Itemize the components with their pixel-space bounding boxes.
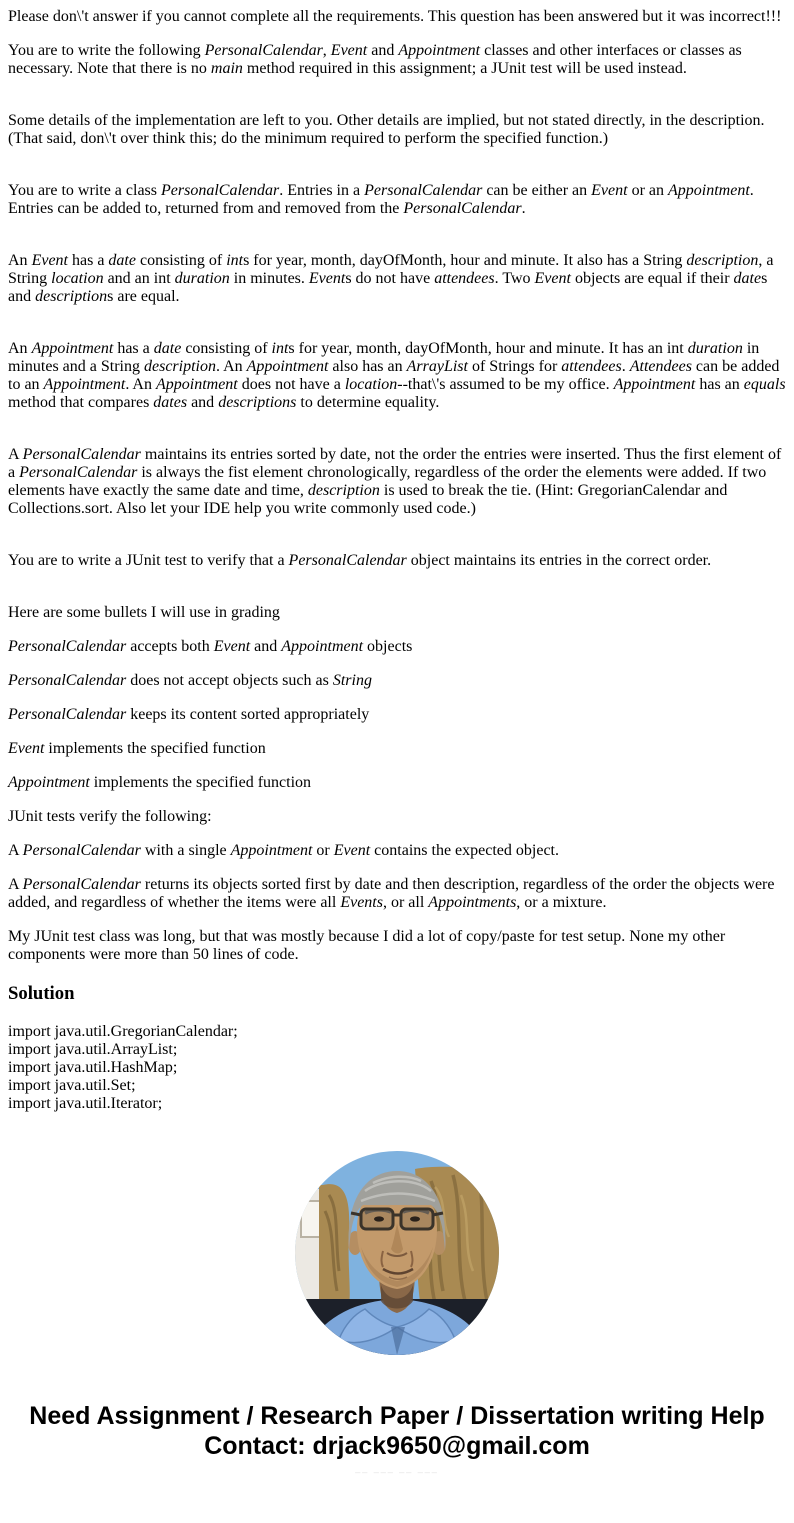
- paragraph: PersonalCalendar does not accept objects such as String: [8, 672, 372, 689]
- paragraph: You are to write the following PersonalCalendar, Event and Appointment classes and other interfaces or classes as necessary. Note that there is no main method required in this assignment; a JUnit test will be used instead.: [8, 42, 742, 77]
- paragraph: Here are some bullets I will use in grading: [8, 604, 280, 621]
- footer-contact-email: Contact: drjack9650@gmail.com: [204, 1432, 590, 1460]
- paragraph: JUnit tests verify the following:: [8, 808, 212, 825]
- paragraph: Some details of the implementation are left to you. Other details are implied, but not stated directly, in the description. (That said, don\'t over think this; do the minimum required to perform the specified function.): [8, 112, 765, 147]
- paragraph: My JUnit test class was long, but that was mostly because I did a lot of copy/paste for test setup. None my other components were more than 50 lines of code.: [8, 928, 726, 963]
- paragraph: A PersonalCalendar maintains its entries sorted by date, not the order the entries were inserted. Thus the first element of a PersonalCalendar is always the fist element chronologically, regardless of the order the elements were added. If two elements have exactly the same date and time, description is used to break the tie. (Hint: GregorianCalendar and Collections.sort. Also let your IDE help you write commonly used code.): [8, 446, 782, 517]
- paragraph: A PersonalCalendar with a single Appointment or Event contains the expected object.: [8, 842, 559, 859]
- paragraph: PersonalCalendar keeps its content sorted appropriately: [8, 706, 370, 723]
- faint-watermark: __ ___ __ ___: [355, 1463, 439, 1473]
- paragraph: An Appointment has a date consisting of ints for year, month, dayOfMonth, hour and minute. It has an int duration in minutes and a String description. An Appointment also has an ArrayList of Strings for attendees. Attendees can be added to an Appointment. An Appointment does not have a location--that\'s assumed to be my office. Appointment has an equals method that compares dates and descriptions to determine equality.: [8, 340, 786, 411]
- paragraph: PersonalCalendar accepts both Event and Appointment objects: [8, 638, 413, 655]
- profile-photo-drawing: [295, 1151, 499, 1355]
- document-body: [8, 8, 786, 1113]
- paragraph: An Event has a date consisting of ints for year, month, dayOfMonth, hour and minute. It also has a String description, a String location and an int duration in minutes. Events do not have attendees. Two Event objects are equal if their dates and descriptions are equal.: [8, 252, 774, 305]
- profile-photo: [295, 1151, 499, 1355]
- paragraph: Please don\'t answer if you cannot complete all the requirements. This question has been answered but it was incorrect!!!: [8, 8, 782, 25]
- paragraph: Appointment implements the specified function: [8, 774, 312, 791]
- paragraph: You are to write a JUnit test to verify that a PersonalCalendar object maintains its entries in the correct order.: [8, 552, 712, 569]
- paragraph: A PersonalCalendar returns its objects sorted first by date and then description, regardless of the order the objects were added, and regardless of whether the items were all Events, or all Appointments, or a mixture.: [8, 876, 775, 911]
- paragraph: Event implements the specified function: [8, 740, 266, 757]
- footer-help-text: Need Assignment / Research Paper / Dissertation writing Help: [29, 1402, 765, 1430]
- section-heading: Solution: [8, 983, 75, 1004]
- paragraph: You are to write a class PersonalCalendar. Entries in a PersonalCalendar can be either an Event or an Appointment. Entries can be added to, returned from and removed from the PersonalCalendar.: [8, 182, 754, 217]
- code-block: import java.util.GregorianCalendar; import java.util.ArrayList; import java.util.HashMap; import java.util.Set; import java.util.Iterator;: [8, 1023, 238, 1112]
- footer: [17, 1401, 777, 1461]
